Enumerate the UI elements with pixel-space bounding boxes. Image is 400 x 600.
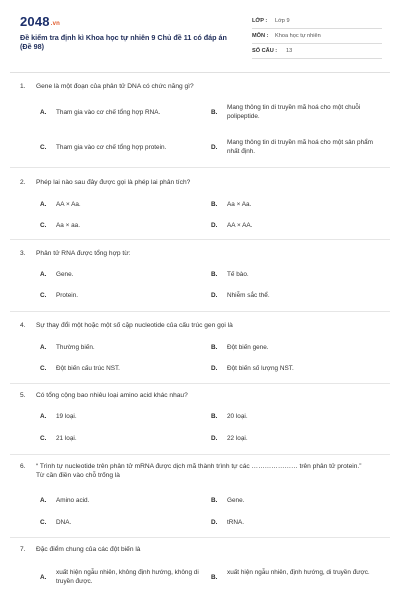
meta-row-class: [252, 14, 382, 29]
question-3: [20, 249, 382, 299]
option-letter: C.: [40, 365, 47, 372]
option-text: Mang thông tin di truyền mã hoá cho một sản phẩm nhất định.: [227, 139, 374, 155]
question-text: “ Trình tự nucleotide trên phân tử mRNA được dịch mã thành trình tự các ………………… trên phân tử protein.” Từ cần điền vào chỗ trống là: [36, 463, 362, 479]
question-divider: [10, 383, 390, 384]
option-letter: C.: [40, 519, 47, 526]
option-letter: A.: [40, 574, 47, 581]
option-text: Thường biến.: [56, 344, 95, 351]
question-5: [20, 391, 382, 442]
option-text: Mang thông tin di truyền mã hoá cho một chuỗi polipeptide.: [227, 104, 361, 120]
question-text: Có tổng cộng bao nhiêu loại amino acid khác nhau?: [36, 392, 188, 399]
question-number: 2.: [20, 179, 26, 186]
question-2: [20, 178, 382, 229]
option-text: 19 loại.: [56, 413, 77, 420]
option-text: 22 loại.: [227, 435, 248, 442]
option-letter: D.: [211, 435, 218, 442]
option-text: AA × Aa.: [56, 201, 81, 208]
site-logo[interactable]: [20, 14, 60, 29]
question-number: 7.: [20, 546, 26, 553]
question-stem: [20, 178, 382, 187]
option-letter: C.: [40, 222, 47, 229]
meta-value: Khoa học tự nhiên: [275, 33, 321, 39]
option-letter: C.: [40, 435, 47, 442]
logo-domain: .vn: [50, 21, 61, 27]
question-stem: [20, 82, 382, 91]
option-letter: B.: [211, 574, 218, 581]
question-number: 3.: [20, 250, 26, 257]
option-text: tRNA.: [227, 519, 245, 526]
option-text: Aa × Aa.: [227, 201, 252, 208]
question-number: 5.: [20, 392, 26, 399]
option-letter: A.: [40, 271, 47, 278]
option-letter: A.: [40, 344, 47, 351]
question-text: Đặc điểm chung của các đột biến là: [36, 546, 141, 553]
option-letter: C.: [40, 292, 47, 299]
document-meta: [252, 14, 382, 59]
option-text: xuất hiện ngẫu nhiên, không định hướng, không di truyền được.: [56, 569, 199, 585]
question-text: Sự thay đổi một hoặc một số cặp nucleotide của cấu trúc gen gọi là: [36, 322, 233, 329]
option-text: 21 loại.: [56, 435, 77, 442]
option-text: Tham gia vào cơ chế tổng hợp RNA.: [56, 109, 161, 116]
question-text: Gene là một đoạn của phân tử DNA có chức năng gì?: [36, 83, 194, 90]
question-stem: [20, 321, 382, 330]
question-4: [20, 321, 382, 372]
option-letter: B.: [211, 344, 218, 351]
question-stem: [20, 391, 382, 400]
question-divider: [10, 167, 390, 168]
question-6: [20, 462, 382, 526]
option-letter: A.: [40, 109, 47, 116]
option-text: Đột biến cấu trúc NST.: [56, 365, 120, 372]
question-number: 1.: [20, 83, 26, 90]
option-letter: C.: [40, 144, 47, 151]
header-divider: [10, 72, 390, 73]
meta-value: 13: [286, 48, 293, 54]
option-letter: D.: [211, 222, 218, 229]
question-stem: [20, 249, 382, 258]
option-text: Protein.: [56, 292, 79, 299]
document-title: Đề kiểm tra định kì Khoa học tự nhiên 9 Chủ đề 11 có đáp án (Đề 98): [20, 33, 227, 51]
question-divider: [10, 239, 390, 240]
option-text: Gene.: [227, 497, 245, 504]
option-letter: D.: [211, 365, 218, 372]
header: [20, 14, 382, 72]
option-text: DNA.: [56, 519, 72, 526]
question-1: [20, 82, 382, 155]
meta-row-count: [252, 44, 382, 59]
question-stem: [20, 545, 382, 554]
question-divider: [10, 454, 390, 455]
question-stem: [20, 462, 370, 480]
question-divider: [10, 311, 390, 312]
meta-label: LỚP :: [252, 18, 268, 24]
option-letter: A.: [40, 201, 47, 208]
option-text: Nhiễm sắc thể.: [227, 292, 270, 299]
logo-text: 2048: [20, 14, 50, 29]
option-letter: B.: [211, 413, 218, 420]
question-divider: [10, 537, 390, 538]
option-letter: B.: [211, 201, 218, 208]
meta-row-subject: [252, 29, 382, 44]
option-letter: D.: [211, 292, 218, 299]
meta-value: Lớp 9: [275, 18, 290, 24]
question-number: 6.: [20, 463, 26, 470]
option-letter: A.: [40, 497, 47, 504]
question-number: 4.: [20, 322, 26, 329]
question-7: [20, 545, 382, 585]
meta-label: SỐ CÂU :: [252, 48, 278, 54]
option-text: Aa × aa.: [56, 222, 80, 229]
option-letter: B.: [211, 497, 218, 504]
option-letter: A.: [40, 413, 47, 420]
option-text: Gene.: [56, 271, 74, 278]
option-text: Đột biến gene.: [227, 344, 269, 351]
meta-label: MÔN :: [252, 33, 269, 39]
question-text: Phép lai nào sau đây được gọi là phép lai phân tích?: [36, 179, 191, 186]
option-text: AA × AA.: [227, 222, 253, 229]
option-text: 20 loại.: [227, 413, 248, 420]
question-text: Phân tử RNA được tổng hợp từ:: [36, 250, 131, 257]
option-letter: B.: [211, 109, 218, 116]
option-text: Tham gia vào cơ chế tổng hợp protein.: [56, 144, 167, 151]
option-text: xuất hiện ngẫu nhiên, định hướng, di truyền được.: [227, 569, 370, 576]
option-text: Đột biến số lượng NST.: [227, 365, 294, 372]
option-letter: D.: [211, 519, 218, 526]
option-letter: D.: [211, 144, 218, 151]
option-text: Amino acid.: [56, 497, 90, 504]
option-letter: B.: [211, 271, 218, 278]
option-text: Tế bào.: [227, 271, 249, 278]
